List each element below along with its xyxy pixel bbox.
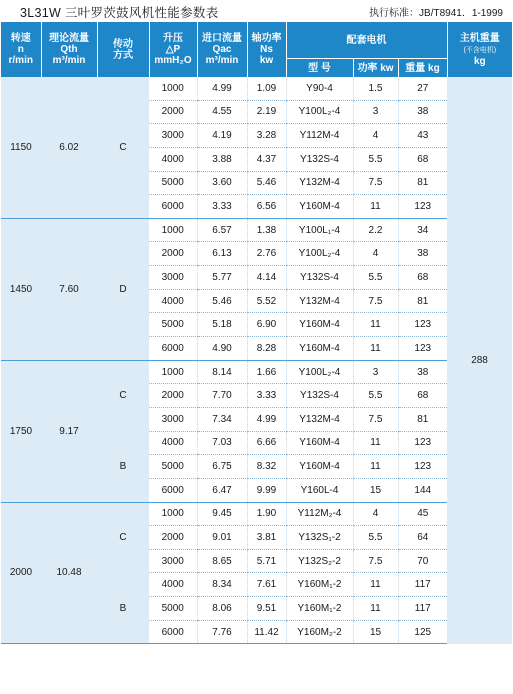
motor-weight-cell: 117 bbox=[398, 597, 447, 621]
drive-cell: C bbox=[97, 77, 149, 218]
inlet-flow-cell: 7.03 bbox=[197, 431, 247, 455]
inlet-flow-cell: 5.77 bbox=[197, 266, 247, 290]
motor-model-cell: Y132M-4 bbox=[286, 171, 353, 195]
header-flow: 理论流量 Qth m³/min bbox=[41, 22, 97, 77]
shaft-power-cell: 5.46 bbox=[247, 171, 286, 195]
motor-power-cell: 7.5 bbox=[353, 549, 398, 573]
pressure-cell: 3000 bbox=[149, 407, 197, 431]
inlet-flow-cell: 4.19 bbox=[197, 124, 247, 148]
motor-weight-cell: 68 bbox=[398, 147, 447, 171]
pressure-cell: 4000 bbox=[149, 289, 197, 313]
pressure-cell: 1000 bbox=[149, 218, 197, 242]
inlet-flow-cell: 3.88 bbox=[197, 147, 247, 171]
header-pressure: 升压 △P mmH₂O bbox=[149, 22, 197, 77]
page-title: 3L31W 三叶罗茨鼓风机性能参数表 bbox=[20, 6, 219, 20]
motor-model-cell: Y160M₂-2 bbox=[286, 620, 353, 644]
motor-power-cell: 4 bbox=[353, 502, 398, 526]
shaft-power-cell: 3.81 bbox=[247, 526, 286, 550]
motor-weight-cell: 38 bbox=[398, 360, 447, 384]
speed-cell: 1450 bbox=[1, 218, 41, 360]
pressure-cell: 2000 bbox=[149, 242, 197, 266]
flow-cell: 9.17 bbox=[41, 360, 97, 502]
drive-cell: D bbox=[97, 218, 149, 360]
drive-cell: B bbox=[97, 573, 149, 644]
shaft-power-cell: 8.32 bbox=[247, 455, 286, 479]
header-drive: 传动 方式 bbox=[97, 22, 149, 77]
pressure-cell: 1000 bbox=[149, 77, 197, 100]
pressure-cell: 5000 bbox=[149, 171, 197, 195]
motor-model-cell: Y160M₁-2 bbox=[286, 597, 353, 621]
motor-model-cell: Y132S-4 bbox=[286, 147, 353, 171]
shaft-power-cell: 6.90 bbox=[247, 313, 286, 337]
motor-model-cell: Y160M₁-2 bbox=[286, 573, 353, 597]
motor-model-cell: Y100L₂-4 bbox=[286, 100, 353, 124]
shaft-power-cell: 3.28 bbox=[247, 124, 286, 148]
header-main-weight: 主机重量 (不含电机) kg bbox=[447, 22, 512, 77]
motor-power-cell: 7.5 bbox=[353, 171, 398, 195]
motor-power-cell: 2.2 bbox=[353, 218, 398, 242]
shaft-power-cell: 2.76 bbox=[247, 242, 286, 266]
motor-weight-cell: 123 bbox=[398, 455, 447, 479]
inlet-flow-cell: 3.60 bbox=[197, 171, 247, 195]
motor-weight-cell: 27 bbox=[398, 77, 447, 100]
motor-model-cell: Y160M-4 bbox=[286, 431, 353, 455]
inlet-flow-cell: 8.34 bbox=[197, 573, 247, 597]
header-shaft-power: 轴功率 Ns kw bbox=[247, 22, 286, 77]
pressure-cell: 6000 bbox=[149, 478, 197, 502]
pressure-cell: 5000 bbox=[149, 597, 197, 621]
motor-power-cell: 11 bbox=[353, 573, 398, 597]
motor-weight-cell: 38 bbox=[398, 242, 447, 266]
inlet-flow-cell: 5.46 bbox=[197, 289, 247, 313]
header-inlet-flow: 进口流量 Qac m³/min bbox=[197, 22, 247, 77]
flow-cell: 7.60 bbox=[41, 218, 97, 360]
inlet-flow-cell: 4.90 bbox=[197, 337, 247, 361]
pressure-cell: 6000 bbox=[149, 195, 197, 219]
motor-model-cell: Y100L₂-4 bbox=[286, 242, 353, 266]
pressure-cell: 6000 bbox=[149, 620, 197, 644]
motor-weight-cell: 81 bbox=[398, 171, 447, 195]
motor-power-cell: 7.5 bbox=[353, 289, 398, 313]
shaft-power-cell: 1.66 bbox=[247, 360, 286, 384]
pressure-cell: 4000 bbox=[149, 573, 197, 597]
standard-note: 执行标准：JB/T8941．1-1999 bbox=[369, 8, 503, 19]
shaft-power-cell: 5.52 bbox=[247, 289, 286, 313]
drive-cell: C bbox=[97, 360, 149, 431]
shaft-power-cell: 3.33 bbox=[247, 384, 286, 408]
header-weight: 重量 kg bbox=[398, 59, 447, 78]
motor-model-cell: Y100L₁-4 bbox=[286, 218, 353, 242]
motor-model-cell: Y160L-4 bbox=[286, 478, 353, 502]
pressure-cell: 1000 bbox=[149, 360, 197, 384]
pressure-cell: 4000 bbox=[149, 147, 197, 171]
inlet-flow-cell: 6.57 bbox=[197, 218, 247, 242]
motor-model-cell: Y132S-4 bbox=[286, 266, 353, 290]
motor-power-cell: 7.5 bbox=[353, 407, 398, 431]
motor-model-cell: Y160M-4 bbox=[286, 455, 353, 479]
table-body bbox=[1, 77, 512, 644]
speed-cell: 1750 bbox=[1, 360, 41, 502]
shaft-power-cell: 4.14 bbox=[247, 266, 286, 290]
inlet-flow-cell: 8.14 bbox=[197, 360, 247, 384]
motor-power-cell: 11 bbox=[353, 337, 398, 361]
drive-cell: B bbox=[97, 431, 149, 502]
motor-power-cell: 5.5 bbox=[353, 147, 398, 171]
shaft-power-cell: 5.71 bbox=[247, 549, 286, 573]
pressure-cell: 5000 bbox=[149, 313, 197, 337]
inlet-flow-cell: 6.13 bbox=[197, 242, 247, 266]
pressure-cell: 6000 bbox=[149, 337, 197, 361]
motor-weight-cell: 38 bbox=[398, 100, 447, 124]
motor-weight-cell: 43 bbox=[398, 124, 447, 148]
motor-power-cell: 3 bbox=[353, 100, 398, 124]
inlet-flow-cell: 8.65 bbox=[197, 549, 247, 573]
shaft-power-cell: 1.09 bbox=[247, 77, 286, 100]
motor-weight-cell: 144 bbox=[398, 478, 447, 502]
motor-weight-cell: 125 bbox=[398, 620, 447, 644]
motor-model-cell: Y132M-4 bbox=[286, 289, 353, 313]
shaft-power-cell: 1.38 bbox=[247, 218, 286, 242]
header-motor: 配套电机 bbox=[286, 22, 447, 59]
motor-model-cell: Y132S₂-2 bbox=[286, 549, 353, 573]
inlet-flow-cell: 7.76 bbox=[197, 620, 247, 644]
motor-weight-cell: 123 bbox=[398, 337, 447, 361]
motor-model-cell: Y160M-4 bbox=[286, 337, 353, 361]
motor-weight-cell: 123 bbox=[398, 313, 447, 337]
inlet-flow-cell: 5.18 bbox=[197, 313, 247, 337]
speed-cell: 1150 bbox=[1, 77, 41, 218]
table-row bbox=[1, 77, 512, 100]
motor-power-cell: 3 bbox=[353, 360, 398, 384]
inlet-flow-cell: 7.34 bbox=[197, 407, 247, 431]
motor-weight-cell: 81 bbox=[398, 407, 447, 431]
drive-cell: C bbox=[97, 502, 149, 573]
inlet-flow-cell: 6.75 bbox=[197, 455, 247, 479]
pressure-cell: 3000 bbox=[149, 124, 197, 148]
motor-weight-cell: 123 bbox=[398, 195, 447, 219]
motor-weight-cell: 117 bbox=[398, 573, 447, 597]
inlet-flow-cell: 4.99 bbox=[197, 77, 247, 100]
pressure-cell: 1000 bbox=[149, 502, 197, 526]
header-speed: 转速 n r/min bbox=[1, 22, 41, 77]
title-bar bbox=[0, 0, 513, 22]
motor-model-cell: Y132S-4 bbox=[286, 384, 353, 408]
flow-cell: 10.48 bbox=[41, 502, 97, 644]
shaft-power-cell: 9.51 bbox=[247, 597, 286, 621]
motor-weight-cell: 70 bbox=[398, 549, 447, 573]
motor-power-cell: 11 bbox=[353, 195, 398, 219]
table-row bbox=[1, 502, 512, 526]
motor-model-cell: Y160M-4 bbox=[286, 195, 353, 219]
header-model: 型 号 bbox=[286, 59, 353, 78]
motor-weight-cell: 64 bbox=[398, 526, 447, 550]
shaft-power-cell: 8.28 bbox=[247, 337, 286, 361]
shaft-power-cell: 1.90 bbox=[247, 502, 286, 526]
inlet-flow-cell: 8.06 bbox=[197, 597, 247, 621]
motor-weight-cell: 34 bbox=[398, 218, 447, 242]
motor-power-cell: 15 bbox=[353, 620, 398, 644]
inlet-flow-cell: 9.01 bbox=[197, 526, 247, 550]
inlet-flow-cell: 6.47 bbox=[197, 478, 247, 502]
motor-power-cell: 4 bbox=[353, 124, 398, 148]
pressure-cell: 3000 bbox=[149, 549, 197, 573]
shaft-power-cell: 7.61 bbox=[247, 573, 286, 597]
pressure-cell: 2000 bbox=[149, 384, 197, 408]
motor-power-cell: 4 bbox=[353, 242, 398, 266]
motor-power-cell: 11 bbox=[353, 597, 398, 621]
motor-power-cell: 15 bbox=[353, 478, 398, 502]
pressure-cell: 4000 bbox=[149, 431, 197, 455]
inlet-flow-cell: 4.55 bbox=[197, 100, 247, 124]
motor-weight-cell: 45 bbox=[398, 502, 447, 526]
motor-model-cell: Y160M-4 bbox=[286, 313, 353, 337]
shaft-power-cell: 2.19 bbox=[247, 100, 286, 124]
motor-model-cell: Y132S₁-2 bbox=[286, 526, 353, 550]
motor-power-cell: 5.5 bbox=[353, 526, 398, 550]
shaft-power-cell: 4.99 bbox=[247, 407, 286, 431]
shaft-power-cell: 11.42 bbox=[247, 620, 286, 644]
speed-cell: 2000 bbox=[1, 502, 41, 644]
motor-weight-cell: 123 bbox=[398, 431, 447, 455]
motor-model-cell: Y132M-4 bbox=[286, 407, 353, 431]
inlet-flow-cell: 3.33 bbox=[197, 195, 247, 219]
main-weight-cell: 288 bbox=[447, 77, 512, 644]
motor-weight-cell: 81 bbox=[398, 289, 447, 313]
performance-table bbox=[1, 22, 512, 644]
flow-cell: 6.02 bbox=[41, 77, 97, 218]
pressure-cell: 5000 bbox=[149, 455, 197, 479]
inlet-flow-cell: 9.45 bbox=[197, 502, 247, 526]
motor-model-cell: Y100L₂-4 bbox=[286, 360, 353, 384]
motor-power-cell: 11 bbox=[353, 455, 398, 479]
motor-power-cell: 5.5 bbox=[353, 266, 398, 290]
motor-weight-cell: 68 bbox=[398, 266, 447, 290]
motor-model-cell: Y112M-4 bbox=[286, 124, 353, 148]
motor-power-cell: 11 bbox=[353, 431, 398, 455]
pressure-cell: 2000 bbox=[149, 526, 197, 550]
header-power: 功率 kw bbox=[353, 59, 398, 78]
motor-model-cell: Y90-4 bbox=[286, 77, 353, 100]
shaft-power-cell: 6.66 bbox=[247, 431, 286, 455]
shaft-power-cell: 6.56 bbox=[247, 195, 286, 219]
motor-power-cell: 5.5 bbox=[353, 384, 398, 408]
table-row bbox=[1, 360, 512, 384]
motor-weight-cell: 68 bbox=[398, 384, 447, 408]
inlet-flow-cell: 7.70 bbox=[197, 384, 247, 408]
shaft-power-cell: 4.37 bbox=[247, 147, 286, 171]
shaft-power-cell: 9.99 bbox=[247, 478, 286, 502]
table-row bbox=[1, 218, 512, 242]
motor-power-cell: 11 bbox=[353, 313, 398, 337]
motor-model-cell: Y112M₂-4 bbox=[286, 502, 353, 526]
pressure-cell: 2000 bbox=[149, 100, 197, 124]
motor-power-cell: 1.5 bbox=[353, 77, 398, 100]
pressure-cell: 3000 bbox=[149, 266, 197, 290]
